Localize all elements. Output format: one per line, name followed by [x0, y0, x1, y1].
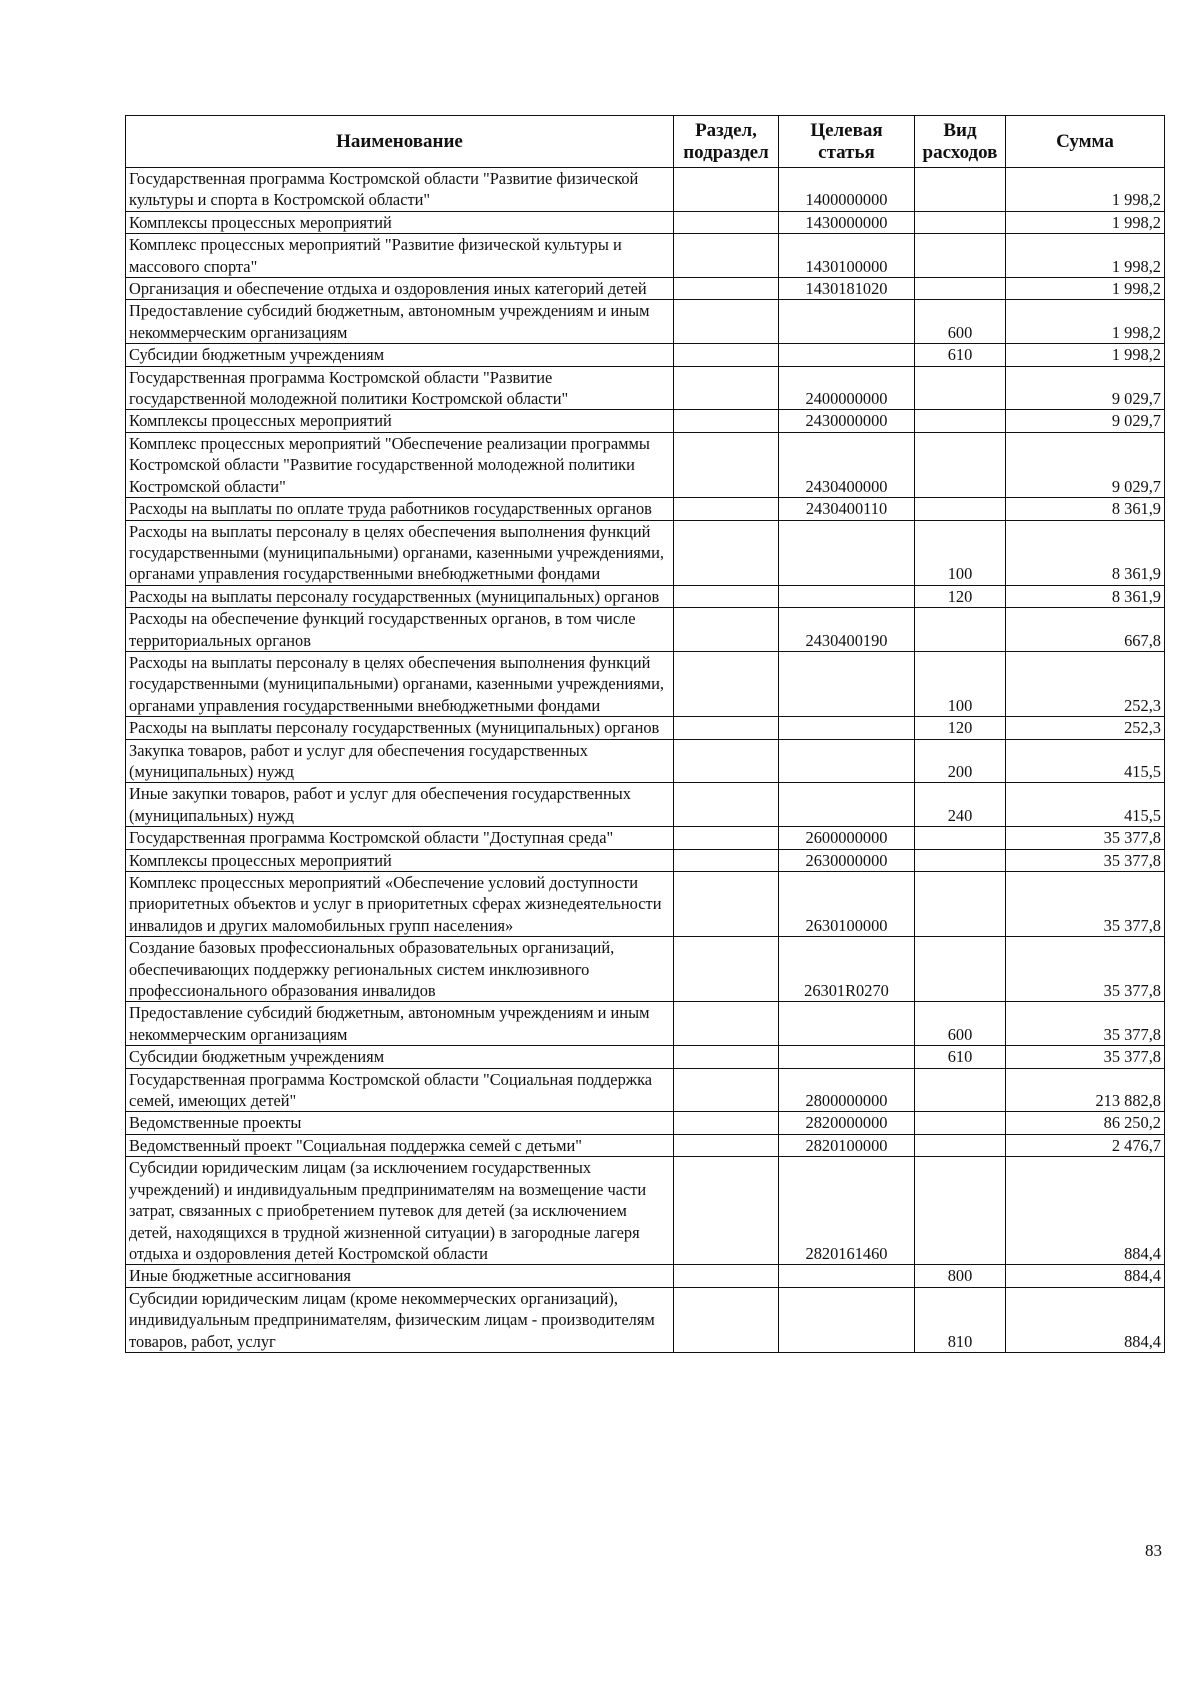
cell-target: [779, 1265, 915, 1287]
cell-section: [674, 1157, 779, 1265]
table-row: [126, 300, 1165, 344]
cell-section: [674, 1287, 779, 1352]
table-row: [126, 1134, 1165, 1156]
cell-amount: 1 998,2: [1006, 344, 1165, 366]
table-row: [126, 498, 1165, 520]
cell-amount: 252,3: [1006, 717, 1165, 739]
table-row: [126, 717, 1165, 739]
table-row: [126, 1265, 1165, 1287]
cell-target: 2630100000: [779, 872, 915, 937]
cell-expense-type: [915, 168, 1006, 212]
cell-name: Субсидии юридическим лицам (кроме некоммерческих организаций), индивидуальным предпринимателям, физическим лицам - производителям товаров, работ, услуг: [126, 1287, 674, 1352]
cell-expense-type: [915, 278, 1006, 300]
cell-section: [674, 717, 779, 739]
table-row: [126, 827, 1165, 849]
cell-section: [674, 827, 779, 849]
cell-section: [674, 432, 779, 497]
cell-expense-type: [915, 608, 1006, 652]
cell-target: [779, 717, 915, 739]
cell-expense-type: 120: [915, 585, 1006, 607]
cell-amount: 1 998,2: [1006, 211, 1165, 233]
table-row: [126, 211, 1165, 233]
cell-amount: 252,3: [1006, 651, 1165, 716]
cell-amount: 884,4: [1006, 1265, 1165, 1287]
cell-expense-type: 610: [915, 344, 1006, 366]
cell-amount: 213 882,8: [1006, 1068, 1165, 1112]
cell-name: Расходы на выплаты персоналу государственных (муниципальных) органов: [126, 585, 674, 607]
cell-expense-type: 600: [915, 300, 1006, 344]
cell-amount: 2 476,7: [1006, 1134, 1165, 1156]
table-row: [126, 1112, 1165, 1134]
table-row: [126, 432, 1165, 497]
cell-target: [779, 1287, 915, 1352]
cell-expense-type: 120: [915, 717, 1006, 739]
cell-section: [674, 234, 779, 278]
cell-name: Расходы на выплаты персоналу государственных (муниципальных) органов: [126, 717, 674, 739]
table-header-row: [126, 116, 1165, 168]
cell-expense-type: [915, 211, 1006, 233]
table-row: [126, 168, 1165, 212]
cell-target: 2430000000: [779, 410, 915, 432]
table-row: [126, 585, 1165, 607]
cell-target: [779, 1002, 915, 1046]
cell-target: 2820100000: [779, 1134, 915, 1156]
cell-target: [779, 585, 915, 607]
cell-expense-type: [915, 410, 1006, 432]
cell-target: 2400000000: [779, 366, 915, 410]
cell-expense-type: [915, 849, 1006, 871]
cell-target: 2820161460: [779, 1157, 915, 1265]
cell-target: 2820000000: [779, 1112, 915, 1134]
table-row: [126, 739, 1165, 783]
cell-section: [674, 739, 779, 783]
table-row: [126, 872, 1165, 937]
cell-section: [674, 366, 779, 410]
cell-name: Организация и обеспечение отдыха и оздоровления иных категорий детей: [126, 278, 674, 300]
table-row: [126, 1046, 1165, 1068]
cell-amount: 35 377,8: [1006, 872, 1165, 937]
table-row: [126, 783, 1165, 827]
cell-name: Расходы на выплаты по оплате труда работников государственных органов: [126, 498, 674, 520]
cell-expense-type: 810: [915, 1287, 1006, 1352]
cell-name: Государственная программа Костромской области "Развитие физической культуры и спорта в Костромской области": [126, 168, 674, 212]
cell-section: [674, 344, 779, 366]
cell-target: 2630000000: [779, 849, 915, 871]
table-row: [126, 1068, 1165, 1112]
cell-expense-type: [915, 1068, 1006, 1112]
budget-table: [125, 115, 1165, 1353]
table-row: [126, 1287, 1165, 1352]
cell-target: 1430000000: [779, 211, 915, 233]
cell-amount: 8 361,9: [1006, 585, 1165, 607]
cell-expense-type: [915, 1157, 1006, 1265]
cell-amount: 35 377,8: [1006, 827, 1165, 849]
cell-name: Комплекс процессных мероприятий «Обеспечение условий доступности приоритетных объектов и услуг в приоритетных сферах жизнедеятельности инвалидов и других маломобильных групп населения»: [126, 872, 674, 937]
cell-expense-type: 610: [915, 1046, 1006, 1068]
cell-target: 2430400190: [779, 608, 915, 652]
cell-target: 1430181020: [779, 278, 915, 300]
cell-amount: 884,4: [1006, 1287, 1165, 1352]
cell-expense-type: [915, 937, 1006, 1002]
cell-expense-type: [915, 827, 1006, 849]
table-row: [126, 937, 1165, 1002]
cell-name: Ведомственный проект "Социальная поддержка семей с детьми": [126, 1134, 674, 1156]
cell-amount: 8 361,9: [1006, 498, 1165, 520]
cell-name: Комплекс процессных мероприятий "Развитие физической культуры и массового спорта": [126, 234, 674, 278]
cell-expense-type: [915, 1112, 1006, 1134]
cell-expense-type: 100: [915, 651, 1006, 716]
cell-section: [674, 783, 779, 827]
cell-target: [779, 783, 915, 827]
cell-expense-type: [915, 498, 1006, 520]
cell-amount: 1 998,2: [1006, 168, 1165, 212]
cell-amount: 35 377,8: [1006, 1002, 1165, 1046]
cell-amount: 884,4: [1006, 1157, 1165, 1265]
table-row: [126, 344, 1165, 366]
header-amount: Сумма: [1006, 116, 1165, 168]
cell-expense-type: [915, 234, 1006, 278]
cell-section: [674, 849, 779, 871]
cell-expense-type: 600: [915, 1002, 1006, 1046]
cell-amount: 9 029,7: [1006, 366, 1165, 410]
cell-name: Комплексы процессных мероприятий: [126, 410, 674, 432]
cell-amount: 1 998,2: [1006, 234, 1165, 278]
cell-section: [674, 168, 779, 212]
cell-target: [779, 300, 915, 344]
cell-section: [674, 498, 779, 520]
cell-expense-type: [915, 432, 1006, 497]
cell-target: 2600000000: [779, 827, 915, 849]
cell-target: [779, 344, 915, 366]
cell-amount: 667,8: [1006, 608, 1165, 652]
cell-target: 2800000000: [779, 1068, 915, 1112]
table-row: [126, 520, 1165, 585]
cell-section: [674, 520, 779, 585]
cell-section: [674, 211, 779, 233]
cell-name: Закупка товаров, работ и услуг для обеспечения государственных (муниципальных) нужд: [126, 739, 674, 783]
cell-section: [674, 608, 779, 652]
table-row: [126, 1157, 1165, 1265]
cell-amount: 35 377,8: [1006, 849, 1165, 871]
cell-name: Ведомственные проекты: [126, 1112, 674, 1134]
table-row: [126, 366, 1165, 410]
cell-amount: 1 998,2: [1006, 278, 1165, 300]
cell-amount: 9 029,7: [1006, 432, 1165, 497]
cell-name: Предоставление субсидий бюджетным, автономным учреждениям и иным некоммерческим организациям: [126, 300, 674, 344]
cell-expense-type: [915, 1134, 1006, 1156]
cell-section: [674, 1046, 779, 1068]
cell-section: [674, 1134, 779, 1156]
header-expense-type: Вид расходов: [915, 116, 1006, 168]
cell-name: Государственная программа Костромской области "Социальная поддержка семей, имеющих детей": [126, 1068, 674, 1112]
cell-target: 1400000000: [779, 168, 915, 212]
cell-name: Иные закупки товаров, работ и услуг для обеспечения государственных (муниципальных) нужд: [126, 783, 674, 827]
cell-expense-type: [915, 872, 1006, 937]
cell-section: [674, 651, 779, 716]
cell-expense-type: 100: [915, 520, 1006, 585]
cell-section: [674, 278, 779, 300]
cell-amount: 35 377,8: [1006, 1046, 1165, 1068]
cell-target: 2430400110: [779, 498, 915, 520]
header-section: Раздел, подраздел: [674, 116, 779, 168]
header-name: Наименование: [126, 116, 674, 168]
cell-name: Комплексы процессных мероприятий: [126, 849, 674, 871]
cell-name: Расходы на выплаты персоналу в целях обеспечения выполнения функций государственными (муниципальными) органами, казенными учреждениями, органами управления государственными внебюджетными фондами: [126, 520, 674, 585]
cell-name: Создание базовых профессиональных образовательных организаций, обеспечивающих поддержку региональных систем инклюзивного профессионального образования инвалидов: [126, 937, 674, 1002]
table-row: [126, 849, 1165, 871]
cell-name: Комплекс процессных мероприятий "Обеспечение реализации программы Костромской области "Развитие государственной молодежной политики Костромской области": [126, 432, 674, 497]
cell-section: [674, 410, 779, 432]
cell-expense-type: 200: [915, 739, 1006, 783]
cell-name: Государственная программа Костромской области "Доступная среда": [126, 827, 674, 849]
page-number: 83: [1145, 1541, 1162, 1560]
cell-amount: 8 361,9: [1006, 520, 1165, 585]
cell-expense-type: 800: [915, 1265, 1006, 1287]
table-row: [126, 410, 1165, 432]
cell-amount: 415,5: [1006, 783, 1165, 827]
cell-target: 2430400000: [779, 432, 915, 497]
cell-name: Субсидии юридическим лицам (за исключением государственных учреждений) и индивидуальным предпринимателям на возмещение части затрат, связанных с приобретением путевок для детей (за исключением детей, находящихся в трудной жизненной ситуации) в загородные лагеря отдыха и оздоровления детей Костромской области: [126, 1157, 674, 1265]
cell-name: Расходы на обеспечение функций государственных органов, в том числе территориальных органов: [126, 608, 674, 652]
cell-name: Субсидии бюджетным учреждениям: [126, 344, 674, 366]
cell-section: [674, 1112, 779, 1134]
cell-section: [674, 1068, 779, 1112]
table-row: [126, 608, 1165, 652]
cell-name: Государственная программа Костромской области "Развитие государственной молодежной политики Костромской области": [126, 366, 674, 410]
cell-target: [779, 651, 915, 716]
cell-target: [779, 739, 915, 783]
cell-expense-type: 240: [915, 783, 1006, 827]
cell-target: 26301R0270: [779, 937, 915, 1002]
table-row: [126, 651, 1165, 716]
table-row: [126, 234, 1165, 278]
cell-expense-type: [915, 366, 1006, 410]
cell-amount: 9 029,7: [1006, 410, 1165, 432]
cell-section: [674, 872, 779, 937]
cell-name: Иные бюджетные ассигнования: [126, 1265, 674, 1287]
cell-amount: 35 377,8: [1006, 937, 1165, 1002]
cell-name: Предоставление субсидий бюджетным, автономным учреждениям и иным некоммерческим организациям: [126, 1002, 674, 1046]
cell-section: [674, 937, 779, 1002]
table-row: [126, 278, 1165, 300]
cell-section: [674, 1002, 779, 1046]
cell-name: Субсидии бюджетным учреждениям: [126, 1046, 674, 1068]
cell-section: [674, 585, 779, 607]
cell-name: Расходы на выплаты персоналу в целях обеспечения выполнения функций государственными (муниципальными) органами, казенными учреждениями, органами управления государственными внебюджетными фондами: [126, 651, 674, 716]
table-body: [126, 168, 1165, 1353]
cell-amount: 86 250,2: [1006, 1112, 1165, 1134]
table-row: [126, 1002, 1165, 1046]
cell-amount: 415,5: [1006, 739, 1165, 783]
cell-amount: 1 998,2: [1006, 300, 1165, 344]
header-target: Целевая статья: [779, 116, 915, 168]
cell-target: [779, 1046, 915, 1068]
cell-section: [674, 300, 779, 344]
cell-target: [779, 520, 915, 585]
cell-name: Комплексы процессных мероприятий: [126, 211, 674, 233]
cell-section: [674, 1265, 779, 1287]
cell-target: 1430100000: [779, 234, 915, 278]
